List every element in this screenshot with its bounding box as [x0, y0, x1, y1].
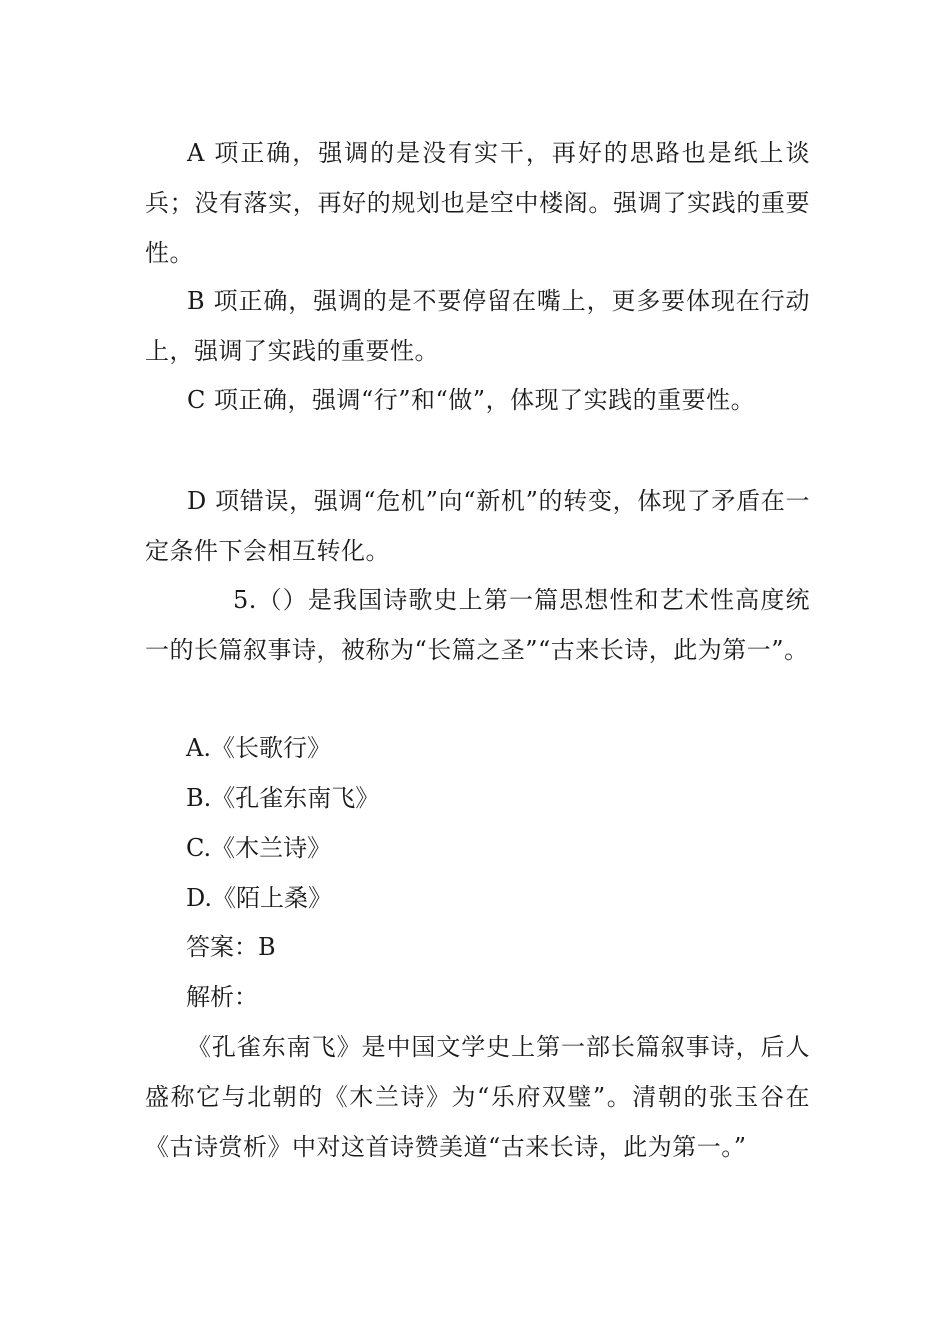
analysis-option-b: B 项正确，强调的是不要停留在嘴上，更多要体现在行动上，强调了实践的重要性。 — [145, 287, 810, 365]
question-5-option-a: A.《长歌行》 — [186, 734, 331, 762]
question-5-option-d: D.《陌上桑》 — [186, 884, 333, 912]
analysis-option-d: D 项错误，强调“危机”向“新机”的转变，体现了矛盾在一定条件下会相互转化。 — [145, 487, 810, 565]
question-5-analysis-text: 《孔雀东南飞》是中国文学史上第一部长篇叙事诗，后人盛称它与北朝的《木兰诗》为“乐府双璧”。清朝的张玉谷在《古诗赏析》中对这首诗赞美道“古来长诗，此为第一。” — [145, 1033, 810, 1161]
question-5-answer: 答案：B — [186, 933, 276, 961]
question-5-option-b: B.《孔雀东南飞》 — [186, 784, 380, 812]
question-5-analysis-label: 解析： — [186, 983, 258, 1011]
question-5-option-c: C.《木兰诗》 — [186, 834, 332, 862]
question-5-stem: 5.（）是我国诗歌史上第一篇思想性和艺术性高度统一的长篇叙事诗，被称为“长篇之圣”“古来长诗，此为第一”。 — [145, 586, 810, 664]
analysis-option-c: C 项正确，强调“行”和“做”，体现了实践的重要性。 — [187, 386, 756, 414]
analysis-option-a: A 项正确，强调的是没有实干，再好的思路也是纸上谈兵；没有落实，再好的规划也是空中楼阁。强调了实践的重要性。 — [145, 139, 810, 267]
